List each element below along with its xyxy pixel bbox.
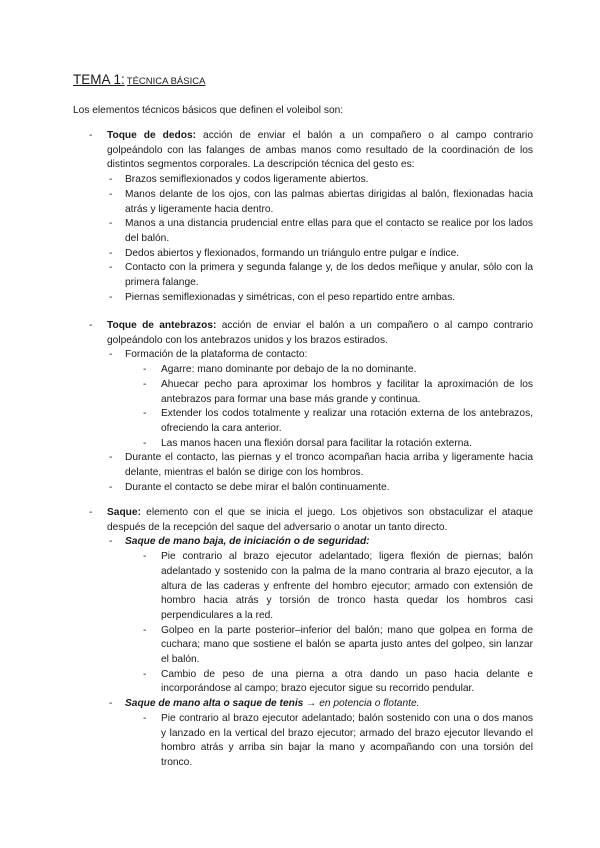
section-bullet: - xyxy=(89,507,93,518)
sub-list-item: - Ahuecar pecho para aproximar los hombros y facilitar la aproximación de los antebrazos para formar una base más grande y continua. xyxy=(107,378,533,407)
title-sub: TÉCNICA BÁSICA xyxy=(126,76,206,87)
intro-text: Los elementos técnicos básicos que definen el voleibol son: xyxy=(73,105,344,116)
section-saque xyxy=(73,506,533,771)
list-item: - Manos a una distancia prudencial entre ellas para que el contacto se realice por los lados del balón. xyxy=(107,217,533,246)
section-text: elemento con el que se inicia el juego. Los objetivos son obstaculizar el ataque después de la recepción del saque del adversario o anotar un tanto directo. xyxy=(107,507,533,533)
section-toque-antebrazos xyxy=(73,319,533,495)
list-item xyxy=(107,348,533,451)
list-item: - Manos delante de los ojos, con las palmas abiertas dirigidas al balón, flexionadas hacia atrás y ligeramente hacia dentro. xyxy=(107,188,533,217)
sub-list-item: - Golpeo en la parte posterior–inferior del balón; mano que golpea en forma de cuchara; mano que sostiene el balón se aparta justo antes del golpeo, sin lanzar el balón. xyxy=(107,624,533,668)
section-bullet: - xyxy=(89,320,93,331)
sub-list-item: - Pie contrario al brazo ejecutor adelantado; ligera flexión de piernas; balón adelantado y sostenido con la palma de la mano contraria al brazo ejecutor, a la altura de las caderas y enfrente del hombro ejecutor; armado con extensión de hombro hacia atrás y torsión de tronco hasta quedar los hombros casi perpendiculares a la red. xyxy=(107,550,533,624)
list-item: - Durante el contacto se debe mirar el balón continuamente. xyxy=(107,481,533,496)
list-item: - Contacto con la primera y segunda falange y, de los dedos meñique y anular, sólo con la primera falange. xyxy=(107,261,533,290)
list-item-label: - Saque de mano baja, de iniciación o de seguridad: xyxy=(125,536,370,548)
list-item-label: Saque de mano alta o saque de tenis xyxy=(125,698,304,710)
section-text: acción de enviar el balón a un compañero o al campo contrario golpeándolo con los antebrazos unidos y los brazos estirados. xyxy=(107,320,533,346)
sub-list-item: - Cambio de peso de una pierna a otra dando un paso hacia delante e incorporándose al campo; brazo ejecutor sigue su recorrido pendular. xyxy=(107,668,533,697)
title-main: TEMA 1: xyxy=(73,72,125,87)
list-item: - Brazos semiflexionados y codos ligeramente abiertos. xyxy=(107,173,533,188)
sub-list-item: - Las manos hacen una flexión dorsal para facilitar la rotación externa. xyxy=(107,437,533,452)
page-title xyxy=(73,72,205,87)
sub-list-item: - Extender los codos totalmente y realizar una rotación externa de los antebrazos, ofreciendo la cara anterior. xyxy=(107,407,533,436)
section-heading: Toque de antebrazos: xyxy=(107,320,217,331)
section-text: acción de enviar el balón a un compañero o al campo contrario golpeándolo con las falanges de ambas manos como resultado de la coordinación de los distintos segmentos corporales. La descripción técnica del gesto es: xyxy=(107,130,533,171)
section-bullet: - xyxy=(89,130,93,141)
section-heading: Saque: xyxy=(107,507,141,518)
list-item-label-suffix: → en potencia o flotante. xyxy=(303,698,420,710)
list-item xyxy=(107,535,533,697)
section-toque-dedos xyxy=(73,129,533,305)
list-item: - Piernas semiflexionadas y simétricas, con el peso repartido entre ambas. xyxy=(107,291,533,306)
sub-list-item: - Agarre: mano dominante por debajo de la no dominante. xyxy=(107,363,533,378)
list-item: - Dedos abiertos y flexionados, formando un triángulo entre pulgar e índice. xyxy=(107,247,533,262)
list-item-label: - Formación de la plataforma de contacto: xyxy=(125,349,308,361)
section-heading: Toque de dedos: xyxy=(107,130,197,141)
list-item xyxy=(107,697,533,771)
list-item: - Durante el contacto, las piernas y el tronco acompañan hacia arriba y ligeramente hacia delante, mientras el balón se dirige con los hombros. xyxy=(107,451,533,480)
sub-list-item: - Pie contrario al brazo ejecutor adelantado; balón sostenido con una o dos manos y lanzado en la vertical del brazo ejecutor; armado del brazo ejecutor llevando el hombro atrás y arriba sin bajar la mano y acompañando con una torsión del tronco. xyxy=(107,712,533,771)
